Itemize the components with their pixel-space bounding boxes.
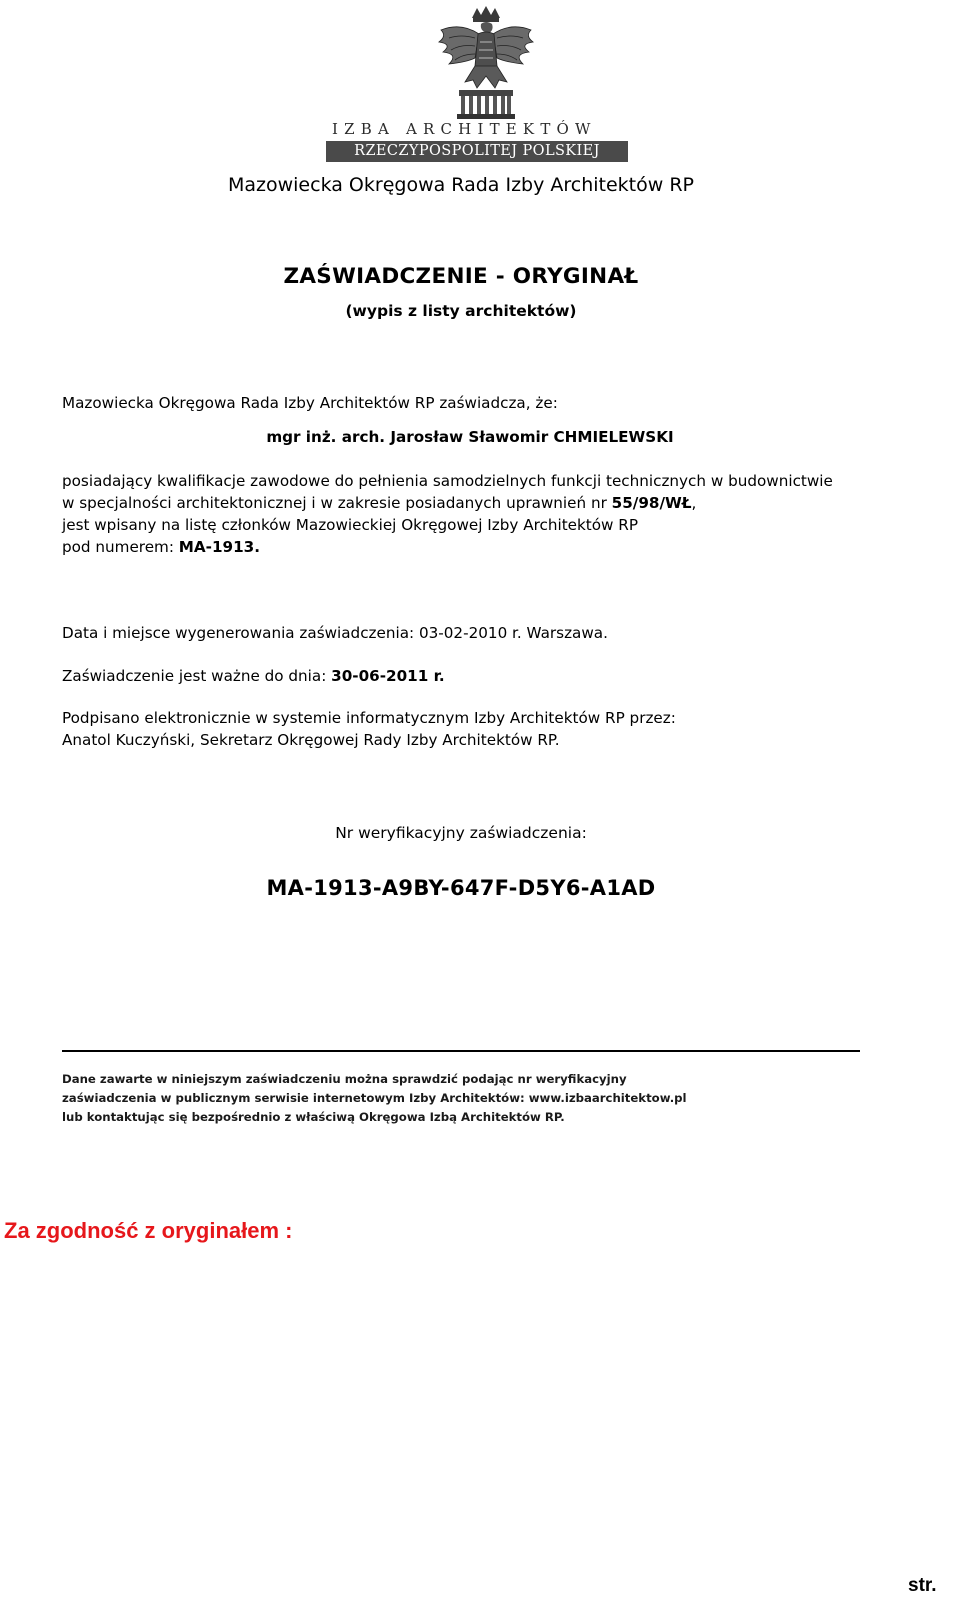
footer-note-line-3: lub kontaktując się bezpośrednio z właściwą Okręgowa Izbą Architektów RP.	[62, 1110, 565, 1124]
qualification-paragraph	[62, 470, 833, 558]
validity-line	[62, 665, 445, 687]
logo-line-izba-architektow: IZBA ARCHITEKTÓW	[332, 120, 597, 138]
generation-date-line: Data i miejsce wygenerowania zaświadczenia: 03-02-2010 r. Warszawa.	[62, 624, 608, 642]
qualification-line-2-prefix: w specjalności architektonicznej i w zakresie posiadanych uprawnień nr	[62, 494, 612, 512]
signed-line-2: Anatol Kuczyński, Sekretarz Okręgowej Rady Izby Architektów RP.	[62, 731, 560, 749]
qualification-line-1: posiadający kwalifikacje zawodowe do pełnienia samodzielnych funkcji technicznych w budownictwie	[62, 472, 833, 490]
eagle-crest-icon	[431, 6, 541, 120]
council-title: Mazowiecka Okręgowa Rada Izby Architektów RP	[227, 174, 694, 196]
signature-paragraph	[62, 707, 676, 751]
footer-note-line-1: Dane zawarte w niniejszym zaświadczeniu można sprawdzić podając nr weryfikacyjny	[62, 1072, 627, 1086]
validity-prefix: Zaświadczenie jest ważne do dnia:	[62, 667, 332, 685]
footer-note	[62, 1070, 687, 1127]
logo-line-rzeczypospolitej: RZECZYPOSPOLITEJ POLSKIEJ	[326, 141, 628, 162]
permit-number: 55/98/WŁ	[611, 494, 692, 512]
signed-line-1: Podpisano elektronicznie w systemie informatycznym Izby Architektów RP przez:	[62, 709, 676, 727]
certified-copy-stamp: Za zgodność z oryginałem :	[4, 1218, 293, 1243]
verification-label: Nr weryfikacyjny zaświadczenia:	[335, 824, 587, 842]
architect-name: Jarosław Sławomir CHMIELEWSKI	[390, 428, 674, 446]
member-number-line	[62, 536, 833, 558]
qualification-line-3: jest wpisany na listę członków Mazowieckiej Okręgowej Izby Architektów RP	[62, 516, 638, 534]
document-subtitle: (wypis z listy architektów)	[345, 302, 577, 320]
member-number: MA-1913.	[178, 538, 261, 556]
member-number-prefix: pod numerem:	[62, 538, 179, 556]
qualification-line-2	[62, 492, 833, 514]
document-title: ZAŚWIADCZENIE - ORYGINAŁ	[283, 264, 639, 289]
footer-divider	[62, 1050, 860, 1052]
validity-date: 30-06-2011 r.	[331, 667, 445, 685]
footer-note-line-2: zaświadczenia w publicznym serwisie internetowym Izby Architektów: www.izbaarchitektow.pl	[62, 1091, 687, 1105]
verification-number: MA-1913-A9BY-647F-D5Y6-A1AD	[266, 876, 656, 900]
architect-name-line	[0, 428, 940, 446]
name-prefix: mgr inż. arch.	[266, 428, 386, 446]
certifies-statement: Mazowiecka Okręgowa Rada Izby Architektów RP zaświadcza, że:	[62, 394, 558, 412]
qualification-line-2-suffix: ,	[691, 494, 697, 512]
page-label: str.	[908, 1575, 937, 1596]
